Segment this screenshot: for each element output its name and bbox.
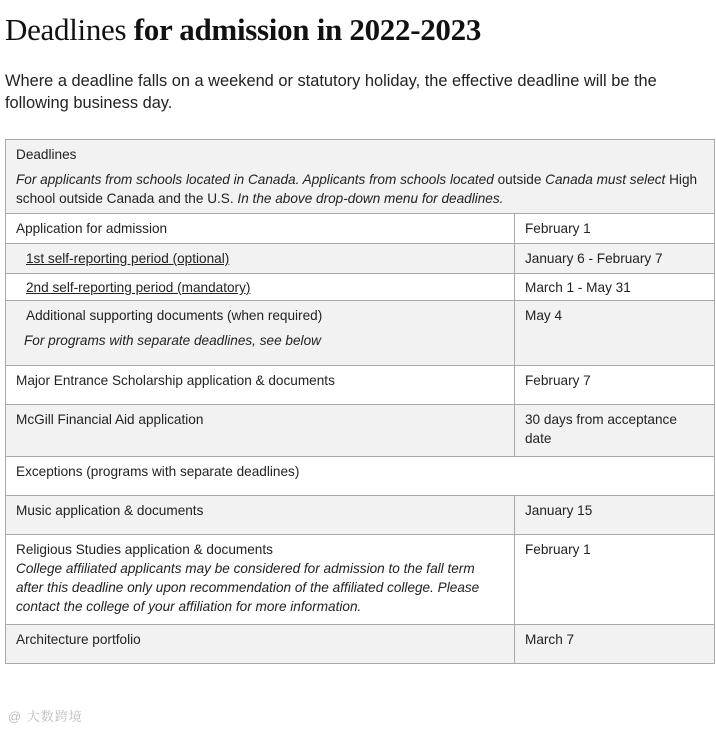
note-part1: For applicants from schools located in Canada. Applicants from schools located <box>16 172 498 187</box>
religious-note: College affiliated applicants may be considered for admission to the fall term after this deadline only upon recommendation of the affiliated college. Please contact the college of your affiliation for more information. <box>16 561 480 614</box>
table-row <box>6 274 715 301</box>
page-title <box>5 12 481 48</box>
table-row <box>6 214 715 244</box>
row-label: Religious Studies application & documents <box>16 542 273 557</box>
note-option: High school outside Canada and the U.S. <box>16 172 698 206</box>
row-label-cell <box>6 244 515 274</box>
row-deadline: May 4 <box>515 301 715 366</box>
row-label: Additional supporting documents (when required) <box>26 308 323 323</box>
table-header-label: Deadlines <box>16 147 77 162</box>
row-label: McGill Financial Aid application <box>6 405 515 457</box>
row-deadline: January 15 <box>515 496 715 535</box>
table-row <box>6 535 715 625</box>
table-row <box>6 457 715 496</box>
title-regular: Deadlines <box>5 12 127 47</box>
row-deadline: February 7 <box>515 366 715 405</box>
row-deadline: 30 days from acceptance date <box>515 405 715 457</box>
table-row <box>6 244 715 274</box>
row-label: Major Entrance Scholarship application & documents <box>6 366 515 405</box>
row-label: Music application & documents <box>6 496 515 535</box>
row-deadline: March 7 <box>515 625 715 664</box>
row-deadline: March 1 - May 31 <box>515 274 715 301</box>
table-row <box>6 301 715 366</box>
row-label-cell <box>6 535 515 625</box>
row-deadline: February 1 <box>515 214 715 244</box>
note-outside: outside <box>497 172 542 187</box>
note-part3: In the above drop-down menu for deadlines. <box>233 191 504 206</box>
deadlines-table <box>5 139 715 664</box>
table-row <box>6 496 715 535</box>
self-reporting-1-link[interactable]: 1st self-reporting period (optional) <box>26 251 230 266</box>
table-header-row <box>6 140 715 214</box>
supporting-note: For programs with separate deadlines, see below <box>24 333 321 348</box>
row-label-cell <box>6 301 515 366</box>
row-note <box>24 331 504 360</box>
table-row <box>6 366 715 405</box>
row-deadline: February 1 <box>515 535 715 625</box>
watermark: @ 大数跨境 <box>8 709 83 724</box>
row-deadline: January 6 - February 7 <box>515 244 715 274</box>
note-part2: Canada must select <box>541 172 670 187</box>
row-note <box>16 559 504 616</box>
row-label: Application for admission <box>6 214 515 244</box>
row-label: Architecture portfolio <box>6 625 515 664</box>
self-reporting-2-link[interactable]: 2nd self-reporting period (mandatory) <box>26 280 251 295</box>
table-row <box>6 625 715 664</box>
table-header-note <box>16 170 704 208</box>
row-label-cell <box>6 274 515 301</box>
title-bold: for admission in 2022-2023 <box>133 12 482 47</box>
table-header-cell <box>6 140 715 214</box>
exceptions-header: Exceptions (programs with separate deadlines) <box>6 457 715 496</box>
intro-text: Where a deadline falls on a weekend or statutory holiday, the effective deadline will be the following business day. <box>5 72 657 112</box>
table-row <box>6 405 715 457</box>
